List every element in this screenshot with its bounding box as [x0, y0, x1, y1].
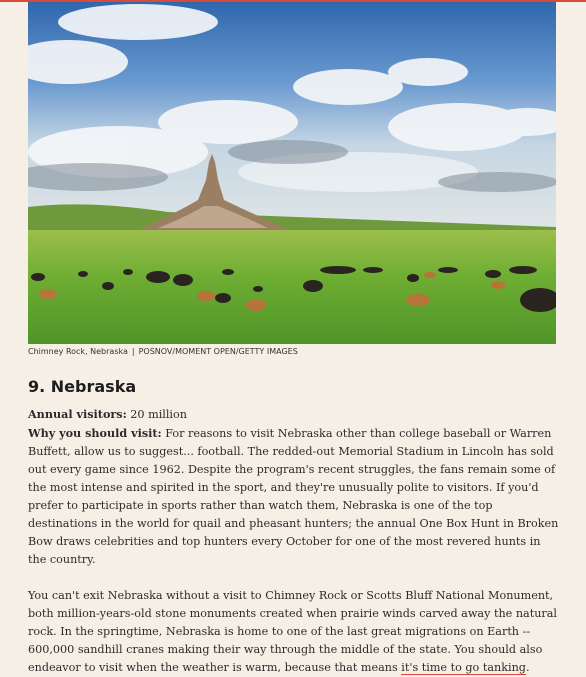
visitors-line	[28, 405, 560, 569]
landscape-illustration	[28, 2, 556, 344]
why-text: For reasons to visit Nebraska other than college baseball or Warren Buffett, allow us to suggest... football. The redded-out Memorial Stadium in Lincoln has sold out every game since 1962. Despite the program's recent struggles, the fans remain some of the most intense and spirited in the sport, and they're unusually polite to visitors. If you'd prefer to participate in sports rather than watch them, Nebraska is one of the top destinations in the world for quail and pheasant hunters; the annual One Box Hunt in Broken Bow draws celebrities and top hunters every October for one of the most revered hunts in the country.	[28, 427, 559, 566]
tanking-link[interactable]: it's time to go tanking	[401, 661, 526, 674]
why-label: Why you should visit:	[28, 426, 162, 440]
photo-caption	[28, 347, 556, 356]
section-heading: 9. Nebraska	[28, 377, 137, 396]
caption-separator: |	[131, 347, 135, 356]
para2-text: You can't exit Nebraska without a visit to Chimney Rock or Scotts Bluff National Monument, both million-years-old stone monuments created when prairie winds carved away the natural rock. In the springtime, Nebraska is home to one of the last great migrations on Earth -- 600,000 sandhill cranes making their way through the middle of the state. You should also endeavor to visit when the weather is warm, because that means	[28, 589, 558, 674]
para2-end: .	[525, 661, 530, 674]
caption-credit: POSNOV/MOMENT OPEN/GETTY IMAGES	[138, 347, 298, 356]
hero-photo-chimney-rock	[28, 2, 556, 344]
visitors-value: 20 million	[130, 408, 187, 421]
second-paragraph	[28, 587, 560, 677]
article-body	[28, 405, 560, 677]
caption-place: Chimney Rock, Nebraska	[28, 347, 128, 356]
visitors-label: Annual visitors:	[28, 407, 127, 421]
